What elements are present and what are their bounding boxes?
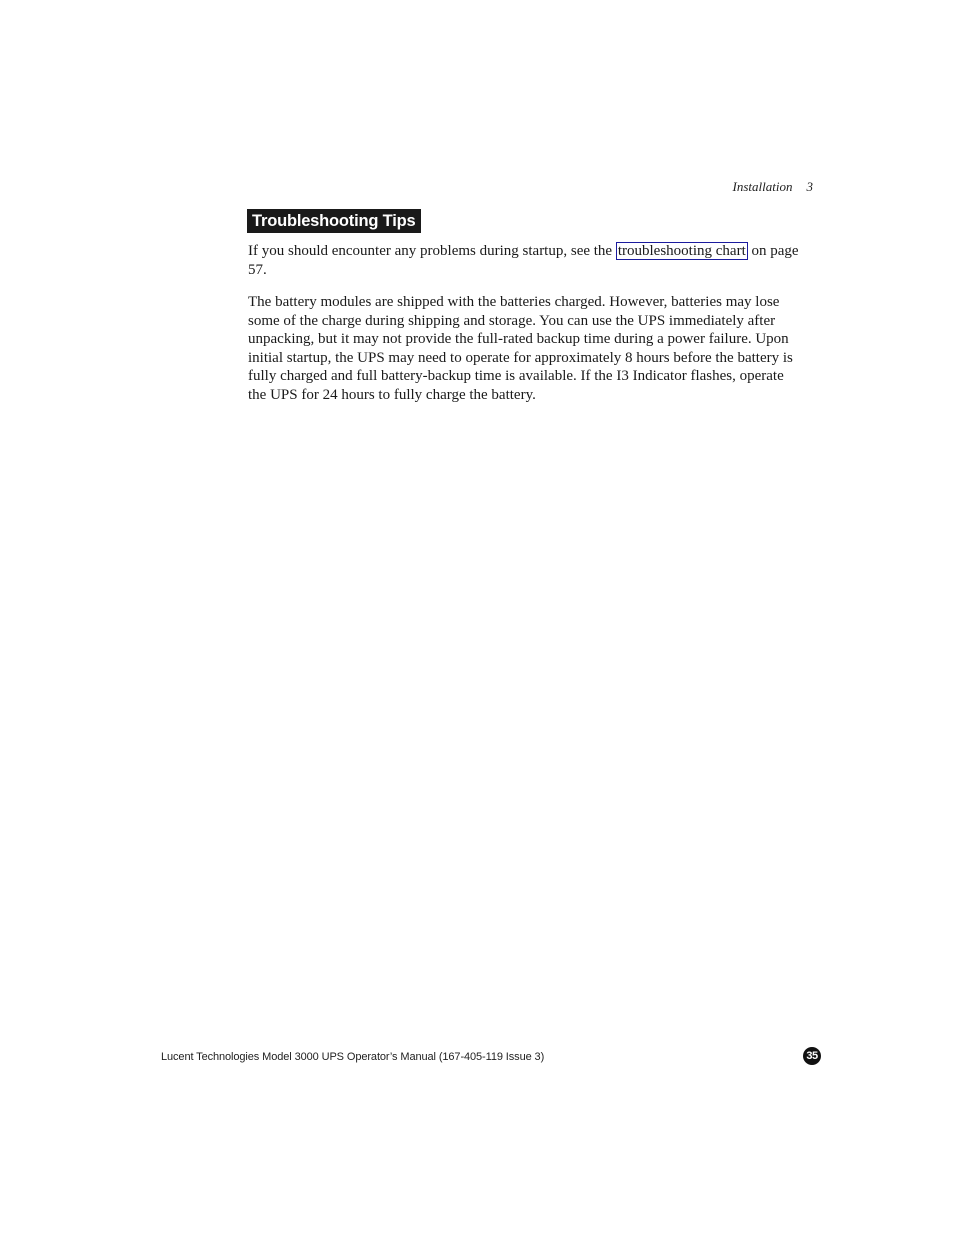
paragraph-text: If you should encounter any problems during startup, see the [248, 243, 616, 259]
page-number-badge: 35 [803, 1047, 821, 1065]
running-header [600, 179, 813, 195]
troubleshooting-chart-link[interactable]: troubleshooting chart [617, 243, 746, 259]
chapter-number: 3 [806, 179, 813, 194]
paragraph-startup-problems [248, 242, 804, 279]
footer-manual-title: Lucent Technologies Model 3000 UPS Operator’s Manual (167-405-119 Issue 3) [161, 1051, 545, 1063]
section-heading: Troubleshooting Tips [247, 209, 421, 233]
paragraph-text: on page 57. [248, 243, 799, 278]
paragraph-battery-charge: The battery modules are shipped with the batteries charged. However, batteries may lose some of the charge during shipping and storage. You can use the UPS immediately after unpacking, but it may not provide the full-rated backup time during a power failure. Upon initial startup, the UPS may need to operate for approximately 8 hours before the battery is fully charged and full battery-backup time is available. If the I3 Indicator flashes, operate the UPS for 24 hours to fully charge the battery. [248, 294, 793, 403]
running-header-title: Installation [732, 179, 793, 194]
